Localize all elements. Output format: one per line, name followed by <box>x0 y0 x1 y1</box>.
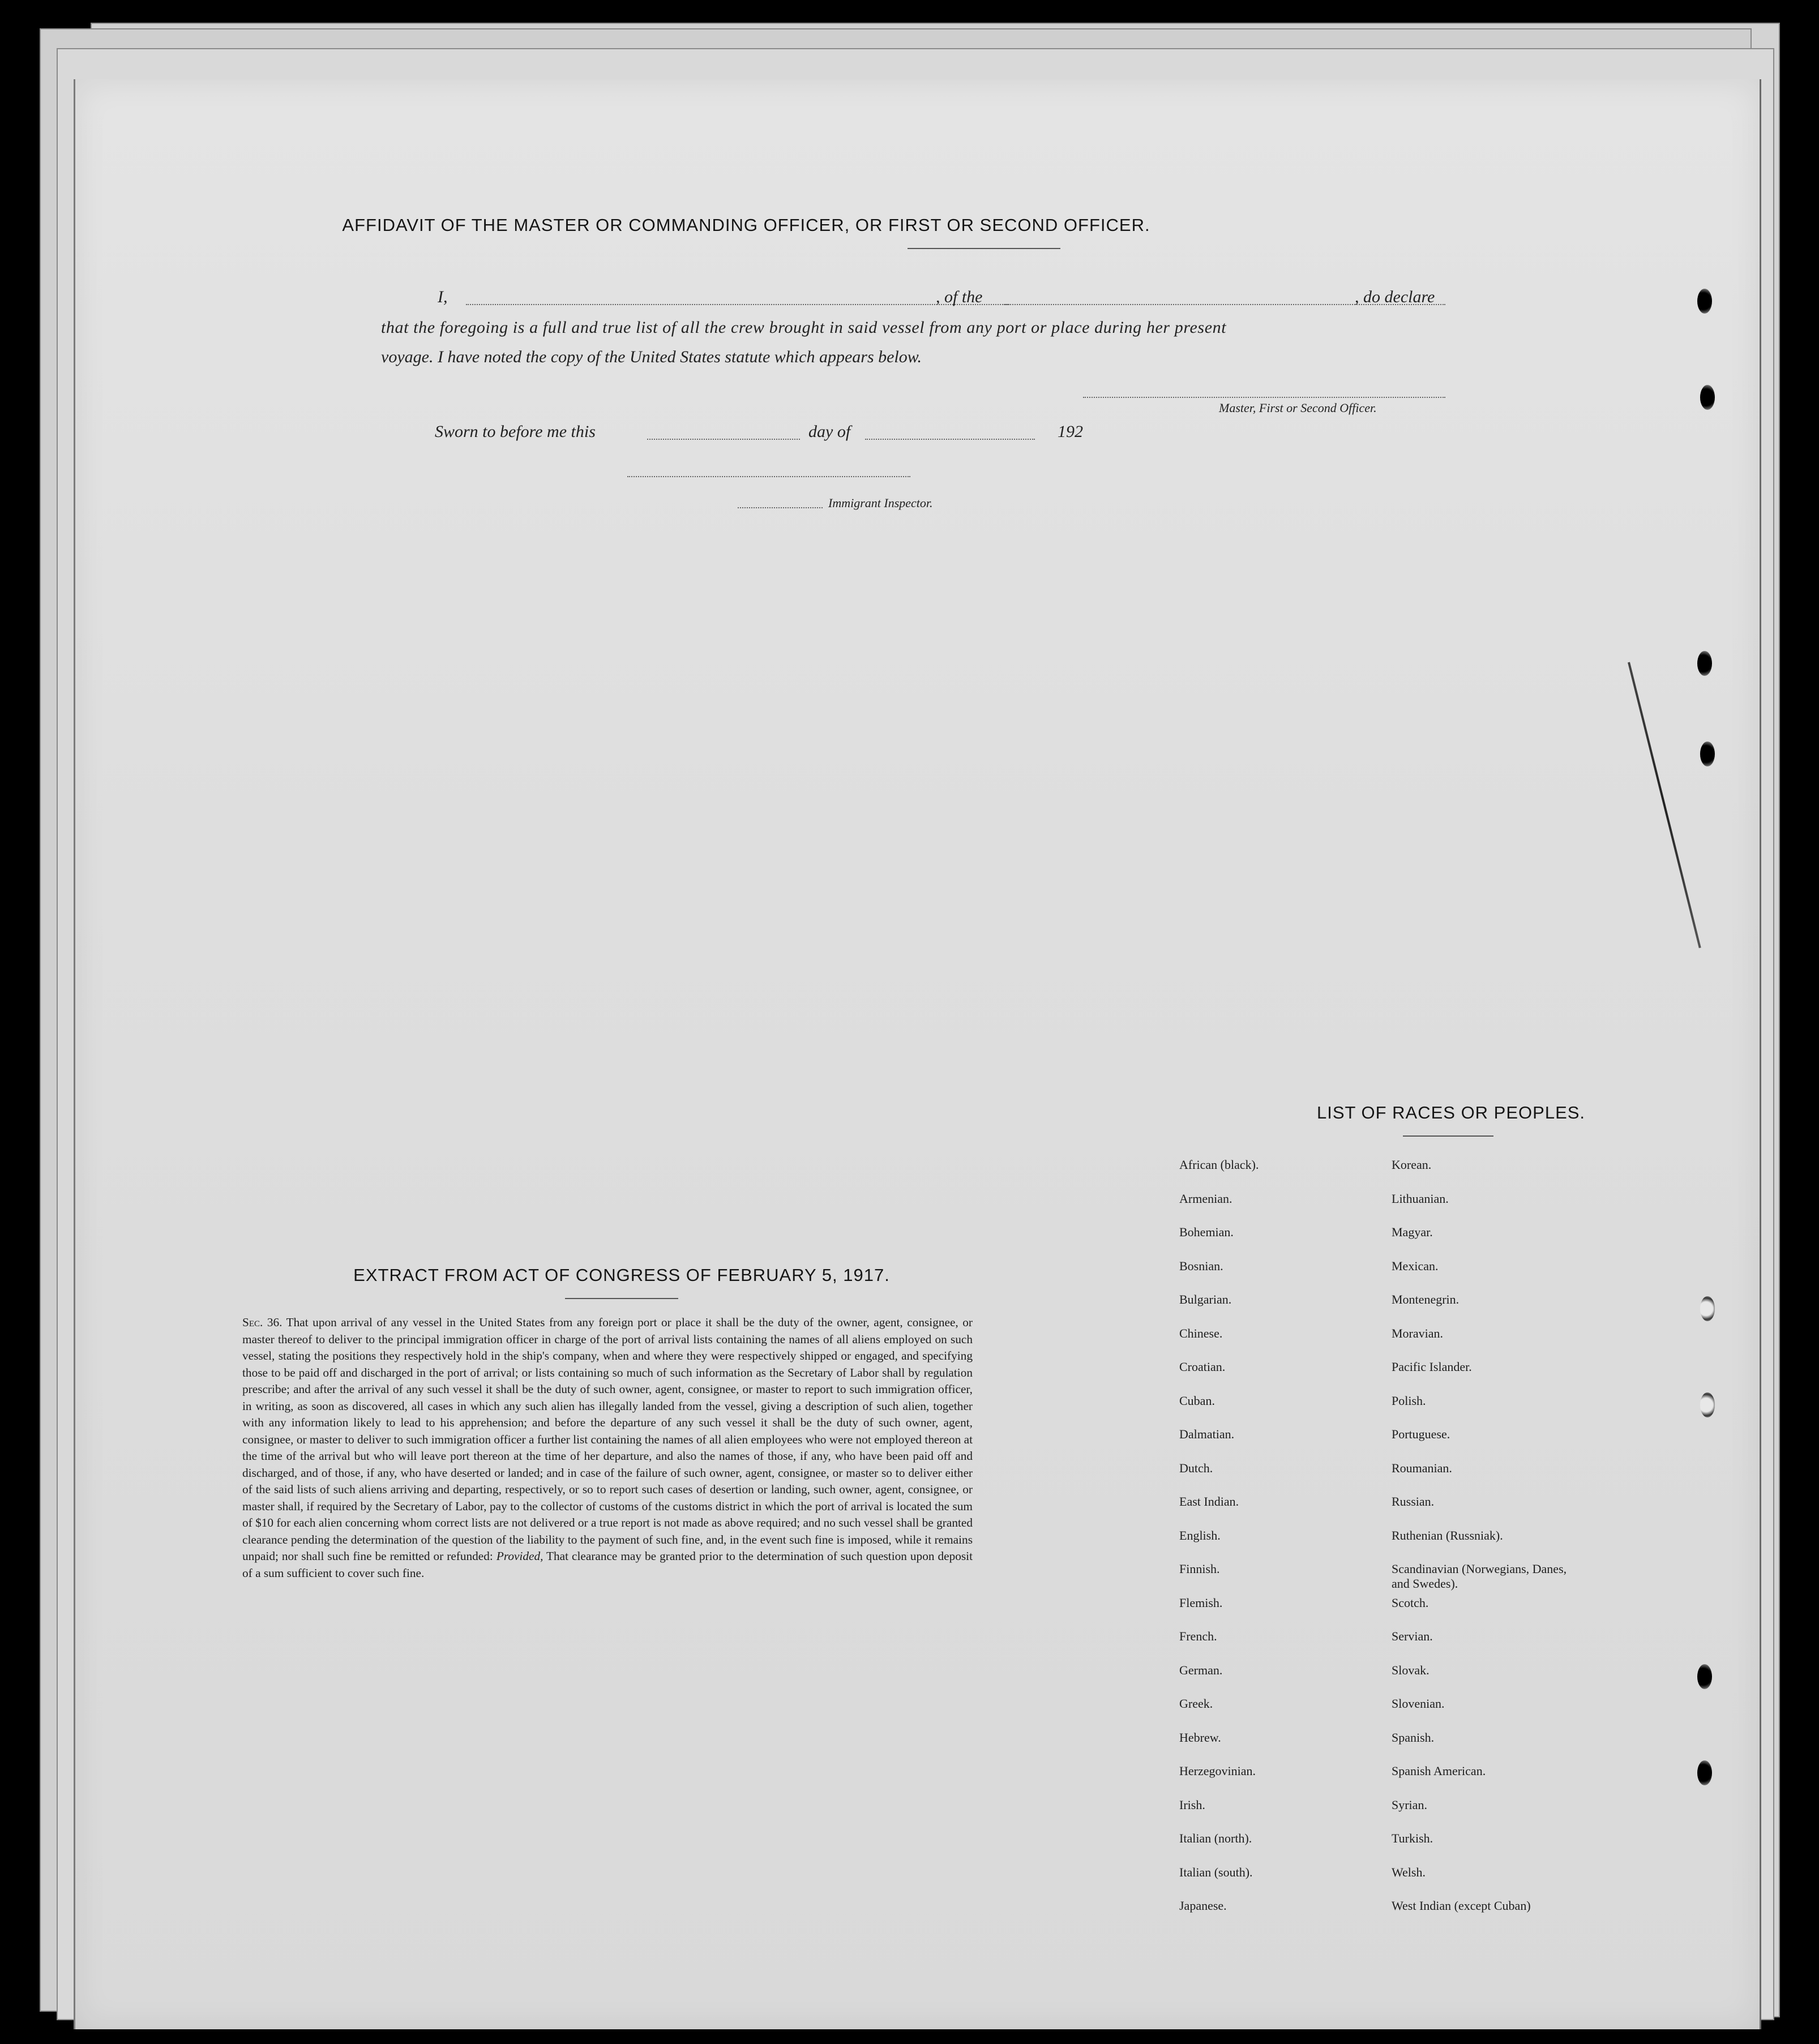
race-item: French. <box>1179 1629 1217 1643</box>
race-item: Lithuanian. <box>1392 1191 1449 1206</box>
race-item: Dalmatian. <box>1179 1427 1235 1441</box>
race-item: Chinese. <box>1179 1326 1223 1340</box>
race-item: Spanish. <box>1392 1730 1435 1745</box>
race-item: Welsh. <box>1392 1865 1426 1879</box>
section-label: Sec. 36. <box>242 1315 283 1329</box>
race-item: East Indian. <box>1179 1494 1239 1509</box>
officer-name-blank <box>466 303 1009 305</box>
race-item: Turkish. <box>1392 1831 1433 1845</box>
affidavit-line1-end: , do declare <box>1355 288 1435 306</box>
race-item: Italian (south). <box>1179 1865 1253 1879</box>
extract-body <box>242 1314 973 1582</box>
extract-title: EXTRACT FROM ACT OF CONGRESS OF FEBRUARY 5, 1917. <box>353 1265 890 1285</box>
race-item: Cuban. <box>1179 1393 1215 1408</box>
punch-hole <box>1697 1760 1712 1785</box>
race-item: Greek. <box>1179 1696 1213 1711</box>
race-item: Spanish American. <box>1392 1764 1486 1778</box>
affidavit-line3: voyage. I have noted the copy of the United States statute which appears below. <box>381 348 922 366</box>
title-divider <box>908 248 1060 249</box>
race-item: Slovak. <box>1392 1662 1429 1677</box>
punch-hole <box>1700 1296 1715 1321</box>
inspector-prefix-line <box>738 507 823 508</box>
race-item: Portuguese. <box>1392 1427 1450 1441</box>
extract-text-part1: That upon arrival of any vessel in the United States from any foreign port or place it shall be the duty of the owner, agent, consignee, or master thereof to deliver to the principal immigration officer in charge of the port of arrival lists containing the names of all aliens employed on such vessel, stating the positions they respectively hold in the ship's company, when and where they were respectively shipped or engaged, and specifying those to be paid off and discharged in the port of arrival; or lists containing so much of such information as the Secretary of Labor shall by regulation prescribe; and after the arrival of any such vessel it shall be the duty of such owner, agent, consignee, or master to report to such immigration officer, in writing, as soon as discovered, all cases in which any such alien has illegally landed from the vessel, giving a description of such alien, together with any information likely to lead to his apprehension; and before the departure of any such vessel it shall be the duty of such owner, agent, consignee, or master to deliver to such immigration officer a further list containing the names of all alien employees who were not employed thereon at the time of the arrival but who will leave port thereon at the time of her departure, and also the names of those, if any, who have been paid off and discharged, and of those, if any, who have deserted or landed; and in case of the failure of such owner, agent, consignee, or master so to deliver either of the said lists of such aliens arriving and departing, respectively, or so to report such cases of desertion or landing, such owner, agent, consignee, or master shall, if required by the Secretary of Labor, pay to the collector of customs of the customs district in which the port of arrival is located the sum of $10 for each alien concerning whom correct lists are not delivered or a true report is not made as above required; and no such vessel shall be granted clearance pending the determination of the question of the liability to the payment of such fine, and, in the event such fine is imposed, while it remains unpaid; nor shall such fine be remitted or refunded: <box>242 1315 973 1563</box>
race-item: Hebrew. <box>1179 1730 1221 1745</box>
race-item: Armenian. <box>1179 1191 1232 1206</box>
race-item: Montenegrin. <box>1392 1292 1460 1306</box>
sworn-month-blank <box>865 438 1035 440</box>
race-item: Herzegovinian. <box>1179 1764 1256 1778</box>
race-item: Servian. <box>1392 1629 1433 1643</box>
race-item: West Indian (except Cuban) <box>1392 1899 1531 1913</box>
sworn-day-blank <box>647 438 800 440</box>
race-item: Scandinavian (Norwegians, Danes, and Swedes). <box>1392 1562 1567 1591</box>
affidavit-line1-start: I, <box>438 288 448 306</box>
inspector-label: Immigrant Inspector. <box>828 496 933 510</box>
extract-text-part2: That clearance may be granted prior to the determination of such question upon deposit of a sum sufficient to cover such fine. <box>242 1549 973 1580</box>
punch-hole <box>1700 385 1715 410</box>
affidavit-title: AFFIDAVIT OF THE MASTER OR COMMANDING OFFICER, OR FIRST OR SECOND OFFICER. <box>342 215 1150 235</box>
race-item: Roumanian. <box>1392 1460 1452 1475</box>
signature-label: Master, First or Second Officer. <box>1219 401 1377 415</box>
punch-hole <box>1700 1392 1715 1417</box>
races-left-column <box>1179 1158 1349 1932</box>
punch-hole <box>1700 742 1715 766</box>
race-item: Korean. <box>1392 1158 1432 1172</box>
race-item: Bohemian. <box>1179 1225 1234 1239</box>
punch-hole <box>1697 651 1712 676</box>
race-item: Russian. <box>1392 1494 1435 1509</box>
races-title: LIST OF RACES OR PEOPLES. <box>1316 1103 1586 1122</box>
race-item: Japanese. <box>1179 1899 1227 1913</box>
race-item: Scotch. <box>1392 1595 1429 1610</box>
race-item: Irish. <box>1179 1797 1205 1812</box>
race-item: Bosnian. <box>1179 1258 1223 1273</box>
race-item: Magyar. <box>1392 1225 1433 1239</box>
document-page <box>74 79 1761 2029</box>
race-item: Italian (north). <box>1179 1831 1252 1845</box>
race-item: Syrian. <box>1392 1797 1427 1812</box>
sworn-text: Sworn to before me this <box>435 422 596 441</box>
races-divider <box>1403 1135 1493 1137</box>
races-right-column <box>1392 1158 1731 1932</box>
sworn-year: 192 <box>1058 422 1083 441</box>
race-item: English. <box>1179 1528 1221 1542</box>
race-item: Polish. <box>1392 1393 1426 1408</box>
provided-word: Provided, <box>496 1549 543 1563</box>
affidavit-line2: that the foregoing is a full and true list of all the crew brought in said vessel from any port or place during her present <box>381 318 1227 337</box>
race-item: Slovenian. <box>1392 1696 1445 1711</box>
signature-line <box>1083 396 1445 398</box>
race-item: Finnish. <box>1179 1562 1220 1576</box>
race-item: African (black). <box>1179 1158 1259 1172</box>
extract-divider <box>565 1298 678 1299</box>
race-item: Pacific Islander. <box>1392 1360 1472 1374</box>
race-item: Moravian. <box>1392 1326 1444 1340</box>
race-item: Flemish. <box>1179 1595 1223 1610</box>
race-item: Dutch. <box>1179 1460 1213 1475</box>
sworn-day-of: day of <box>808 422 851 441</box>
race-item: Croatian. <box>1179 1360 1226 1374</box>
race-item: Bulgarian. <box>1179 1292 1232 1306</box>
punch-hole <box>1697 289 1712 314</box>
punch-hole <box>1697 1664 1712 1689</box>
affidavit-line1-mid: , of the <box>936 288 983 306</box>
race-item: Mexican. <box>1392 1258 1439 1273</box>
race-item: German. <box>1179 1662 1223 1677</box>
inspector-signature-line <box>627 475 910 477</box>
race-item: Ruthenian (Russniak). <box>1392 1528 1503 1542</box>
